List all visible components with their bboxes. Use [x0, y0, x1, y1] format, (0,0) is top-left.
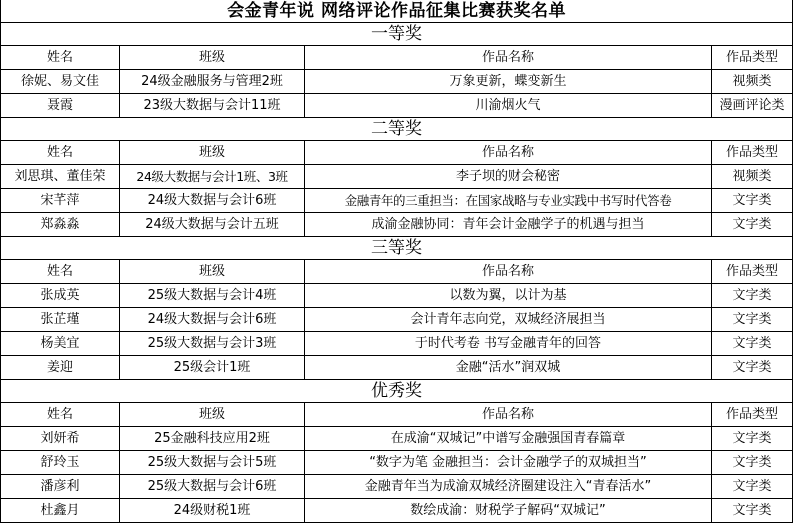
- table-row: [1, 356, 793, 380]
- winner-class: 24级大数据与会计五班: [120, 213, 305, 237]
- header-type: 作品类型: [712, 141, 793, 165]
- winner-name: 张成英: [1, 284, 120, 308]
- winner-name: 郑淼淼: [1, 213, 120, 237]
- work-type: 文字类: [712, 213, 793, 237]
- page-title: 会金青年说 网络评论作品征集比赛获奖名单: [1, 0, 793, 23]
- winner-class: 24级大数据与会计6班: [120, 189, 305, 213]
- work-title: 金融“活水”润双城: [305, 356, 712, 380]
- winner-class: 25级会计1班: [120, 356, 305, 380]
- column-header-row: [1, 141, 793, 165]
- work-type: 文字类: [712, 451, 793, 475]
- winner-class: 25级大数据与会计6班: [120, 475, 305, 499]
- winner-class: 24级大数据与会计1班、3班: [120, 165, 305, 189]
- work-type: 文字类: [712, 475, 793, 499]
- winner-class: 25级大数据与会计4班: [120, 284, 305, 308]
- table-row: [1, 94, 793, 118]
- table-row: [1, 499, 793, 523]
- winner-name: 杨美宜: [1, 332, 120, 356]
- work-type: 视频类: [712, 70, 793, 94]
- work-title: 数绘成渝：财税学子解码“双城记”: [305, 499, 712, 523]
- table-row: [1, 475, 793, 499]
- header-name: 姓名: [1, 141, 120, 165]
- title-row: [1, 0, 793, 23]
- work-type: 视频类: [712, 165, 793, 189]
- winner-name: 张芷瑾: [1, 308, 120, 332]
- work-type: 文字类: [712, 189, 793, 213]
- work-type: 文字类: [712, 332, 793, 356]
- winner-name: 潘彦利: [1, 475, 120, 499]
- winner-class: 25金融科技应用2班: [120, 427, 305, 451]
- header-name: 姓名: [1, 46, 120, 70]
- winner-name: 刘思琪、董佳荣: [1, 165, 120, 189]
- table-row: [1, 451, 793, 475]
- section-row: [1, 380, 793, 403]
- table-row: [1, 332, 793, 356]
- section-row: [1, 118, 793, 141]
- work-title: “数字为笔 金融担当：会计金融学子的双城担当”: [305, 451, 712, 475]
- header-name: 姓名: [1, 403, 120, 427]
- table-row: [1, 308, 793, 332]
- header-class: 班级: [120, 46, 305, 70]
- section-title: 一等奖: [1, 23, 793, 46]
- column-header-row: [1, 403, 793, 427]
- table-row: [1, 189, 793, 213]
- work-title: 万象更新，蝶变新生: [305, 70, 712, 94]
- winner-class: 25级大数据与会计3班: [120, 332, 305, 356]
- award-list-body: [1, 0, 793, 523]
- header-type: 作品类型: [712, 403, 793, 427]
- work-type: 文字类: [712, 499, 793, 523]
- table-row: [1, 284, 793, 308]
- winner-name: 舒玲玉: [1, 451, 120, 475]
- winner-class: 25级大数据与会计5班: [120, 451, 305, 475]
- work-title: 金融青年的三重担当：在国家战略与专业实践中书写时代答卷: [305, 189, 712, 213]
- winner-name: 聂霞: [1, 94, 120, 118]
- header-type: 作品类型: [712, 46, 793, 70]
- winner-class: 24级大数据与会计6班: [120, 308, 305, 332]
- winner-class: 24级金融服务与管理2班: [120, 70, 305, 94]
- work-title: 川渝烟火气: [305, 94, 712, 118]
- work-title: 以数为翼，以计为基: [305, 284, 712, 308]
- winner-name: 宋芊萍: [1, 189, 120, 213]
- section-title: 二等奖: [1, 118, 793, 141]
- work-type: 文字类: [712, 284, 793, 308]
- winner-name: 姜迎: [1, 356, 120, 380]
- header-work: 作品名称: [305, 46, 712, 70]
- winner-name: 刘妍希: [1, 427, 120, 451]
- table-row: [1, 165, 793, 189]
- table-row: [1, 213, 793, 237]
- work-type: 文字类: [712, 427, 793, 451]
- header-work: 作品名称: [305, 403, 712, 427]
- winner-name: 徐妮、易文佳: [1, 70, 120, 94]
- winner-name: 杜鑫月: [1, 499, 120, 523]
- work-type: 漫画评论类: [712, 94, 793, 118]
- work-title: 成渝金融协同：青年会计金融学子的机遇与担当: [305, 213, 712, 237]
- work-title: 金融青年当为成渝双城经济圈建设注入“青春活水”: [305, 475, 712, 499]
- column-header-row: [1, 46, 793, 70]
- winner-class: 23级大数据与会计11班: [120, 94, 305, 118]
- header-work: 作品名称: [305, 141, 712, 165]
- winner-class: 24级财税1班: [120, 499, 305, 523]
- work-title: 会计青年志向党，双城经济展担当: [305, 308, 712, 332]
- section-title: 三等奖: [1, 237, 793, 260]
- work-type: 文字类: [712, 356, 793, 380]
- section-row: [1, 23, 793, 46]
- header-class: 班级: [120, 141, 305, 165]
- work-title: 在成渝“双城记”中谱写金融强国青春篇章: [305, 427, 712, 451]
- header-class: 班级: [120, 403, 305, 427]
- header-type: 作品类型: [712, 260, 793, 284]
- section-row: [1, 237, 793, 260]
- header-name: 姓名: [1, 260, 120, 284]
- section-title: 优秀奖: [1, 380, 793, 403]
- column-header-row: [1, 260, 793, 284]
- work-title: 李子坝的财会秘密: [305, 165, 712, 189]
- work-type: 文字类: [712, 308, 793, 332]
- work-title: 于时代考卷 书写金融青年的回答: [305, 332, 712, 356]
- header-class: 班级: [120, 260, 305, 284]
- table-row: [1, 427, 793, 451]
- table-row: [1, 70, 793, 94]
- header-work: 作品名称: [305, 260, 712, 284]
